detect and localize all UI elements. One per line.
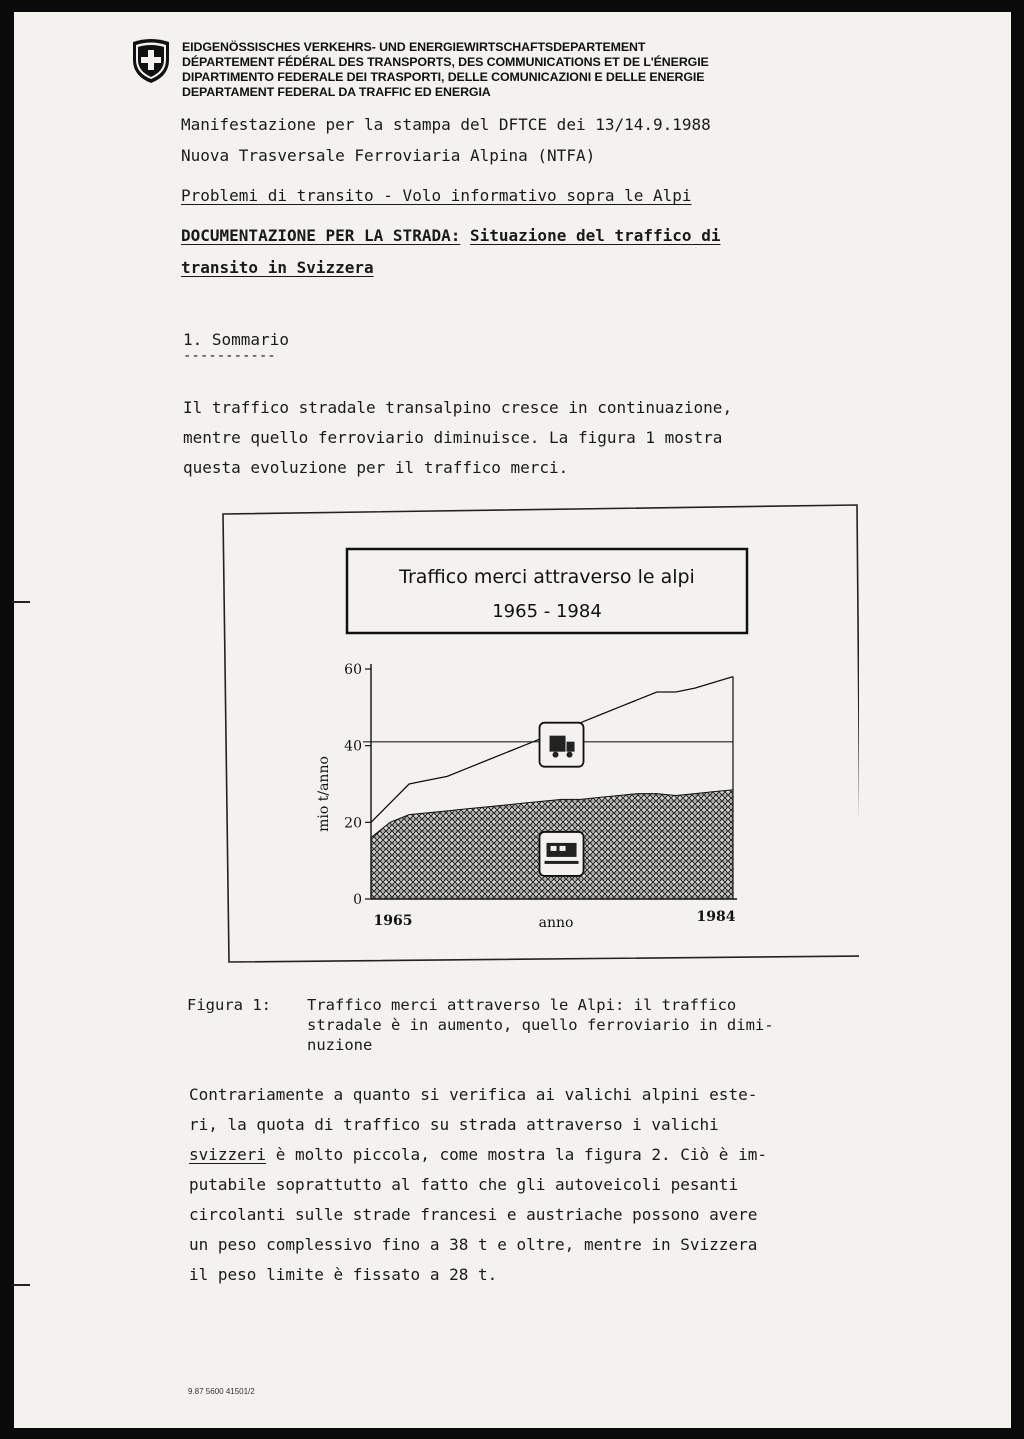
section-underline: ----------- (183, 348, 276, 364)
truck-icon-wheel (553, 752, 559, 758)
x-axis-label: anno (538, 915, 574, 931)
plot-area (344, 662, 737, 929)
document-page (14, 12, 1011, 1428)
x-tick-label: 1965 (373, 913, 413, 929)
truck-icon-cab (567, 742, 575, 752)
doc-title-bold: DOCUMENTAZIONE PER LA STRADA: (181, 226, 461, 245)
x-tick-label: 1984 (696, 909, 736, 925)
agency-line-it: DIPARTIMENTO FEDERALE DEI TRASPORTI, DELLE COMUNICAZIONI E DELLE ENERGIE (182, 70, 705, 84)
train-icon-window (560, 846, 566, 851)
margin-mark (12, 601, 30, 603)
train-icon-rail (545, 861, 579, 864)
y-axis-label: mio t/anno (316, 756, 332, 832)
agency-line-rm: DEPARTAMENT FEDERAL DA TRAFFIC ED ENERGIA (182, 85, 491, 99)
truck-icon-cargo (550, 736, 566, 752)
underlined-word: svizzeri (189, 1145, 267, 1164)
agency-line-de: EIDGENÖSSISCHES VERKEHRS- UND ENERGIEWIRTSCHAFTSDEPARTEMENT (182, 40, 646, 54)
footer-code: 9.87 5600 41501/2 (188, 1387, 255, 1396)
figure-1-chart (221, 504, 859, 964)
paragraph-2-line1: Contrariamente a quanto si verifica ai valichi alpini este- (189, 1085, 758, 1104)
agency-header (182, 40, 709, 100)
y-tick-label: 0 (353, 892, 362, 908)
event-line: Manifestazione per la stampa del DFTCE dei 13/14.9.1988 (181, 115, 711, 134)
margin-mark (12, 1284, 30, 1286)
agency-line-fr: DÉPARTEMENT FÉDÉRAL DES TRANSPORTS, DES COMMUNICATIONS ET DE L'ÉNERGIE (182, 55, 709, 69)
y-tick-label: 20 (344, 815, 362, 832)
topic-line: Problemi di transito - Volo informativo sopra le Alpi (181, 186, 692, 205)
truck-icon-wheel (567, 752, 573, 758)
project-line: Nuova Trasversale Ferroviaria Alpina (NTFA) (181, 146, 596, 165)
y-tick-label: 60 (344, 662, 362, 678)
swiss-crest-icon (130, 38, 172, 84)
figure-caption-label: Figura 1: (187, 996, 271, 1014)
doc-title (181, 226, 720, 245)
train-icon-window (551, 846, 557, 851)
chart-svg (221, 504, 859, 964)
section-heading: 1. Sommario (183, 330, 289, 349)
chart-subtitle: 1965 - 1984 (492, 601, 602, 622)
paragraph-2-rest: putabile soprattutto al fatto che gli autoveicoli pesanti circolanti sulle strade francesi e austriache possono avere un peso complessivo fino a 38 t e oltre, mentre in Svizzera il peso limite è fissato a 28 t. (189, 1175, 758, 1284)
doc-title-line2: transito in Svizzera (181, 258, 374, 277)
paragraph-2-line3 (189, 1140, 767, 1170)
figure-caption-text: Traffico merci attraverso le Alpi: il traffico stradale è in aumento, quello ferroviario in dimi- nuzione (307, 996, 774, 1054)
y-tick-label: 40 (344, 738, 362, 755)
chart-title: Traffico merci attraverso le alpi (399, 566, 695, 588)
paragraph-2-line3-rest: è molto piccola, come mostra la figura 2. Ciò è im- (266, 1145, 767, 1164)
paragraph-2-line2: ri, la quota di traffico su strada attraverso i valichi (189, 1115, 719, 1134)
doc-title-rest: Situazione del traffico di (470, 226, 721, 245)
summary-paragraph: Il traffico stradale transalpino cresce in continuazione, mentre quello ferroviario diminuisce. La figura 1 mostra questa evoluzione per il traffico merci. (183, 398, 733, 477)
